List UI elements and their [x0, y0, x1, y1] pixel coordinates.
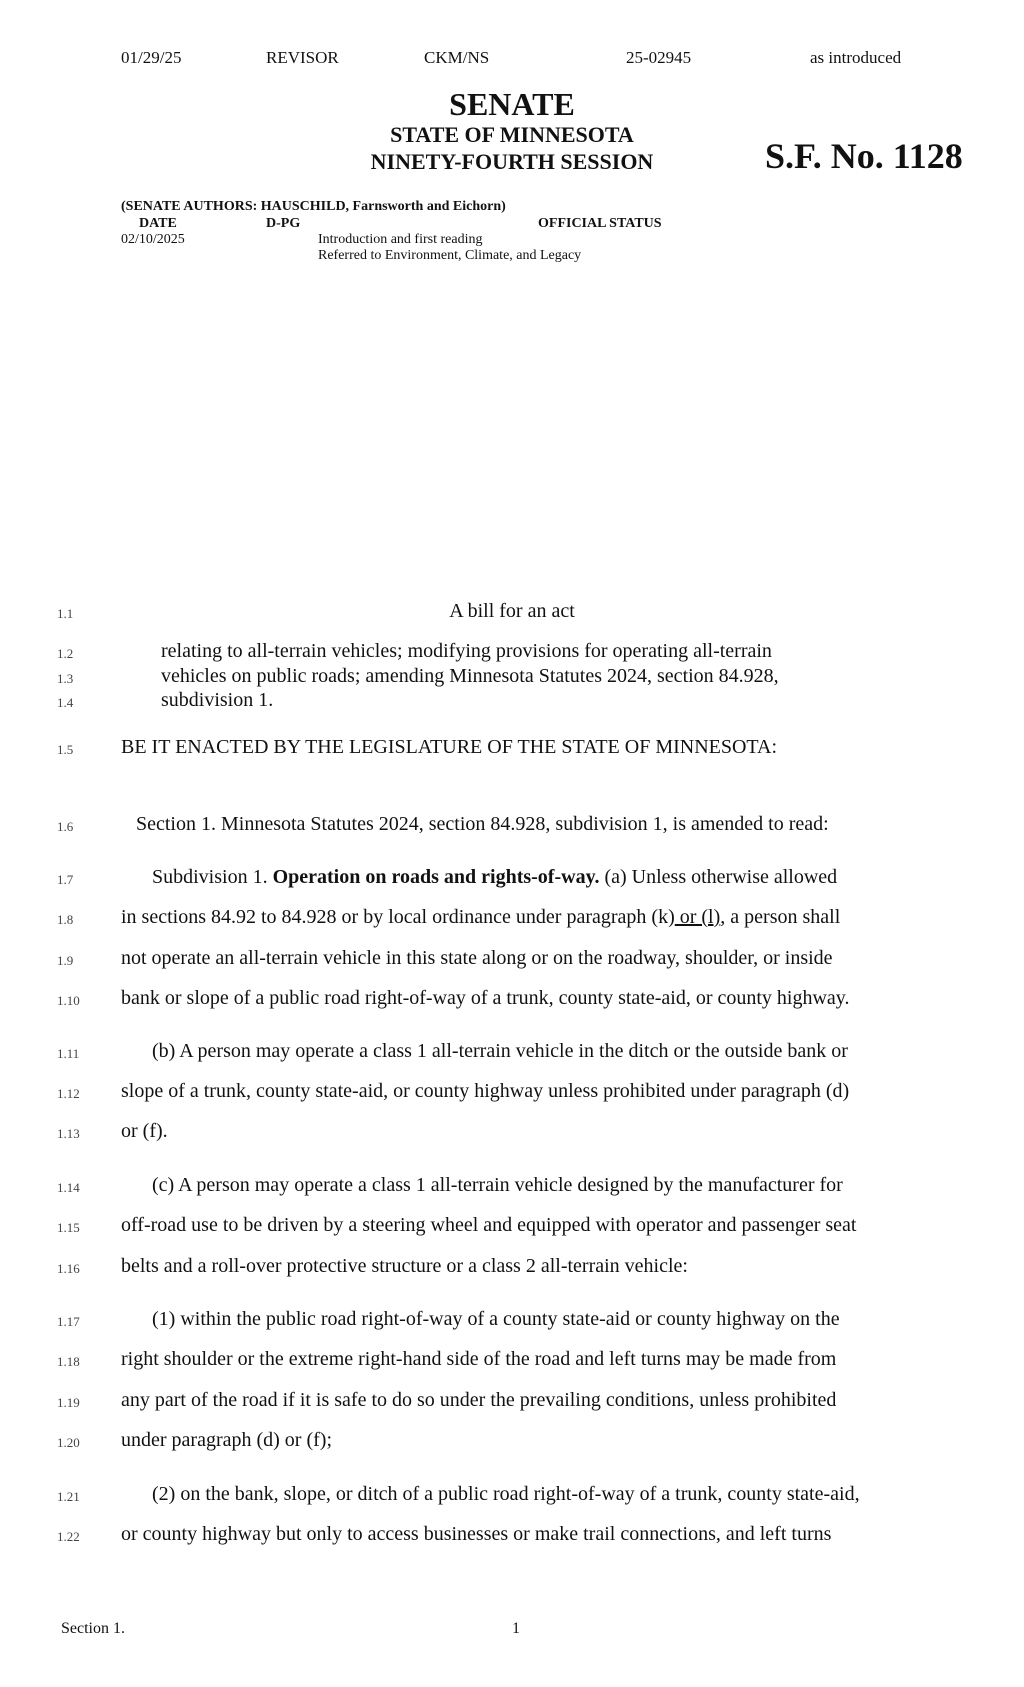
- line-number: 1.10: [57, 993, 80, 1008]
- bill-line: subdivision 1.: [161, 689, 274, 711]
- line-number: 1.4: [57, 695, 74, 710]
- status-entry-introduction: Introduction and first reading: [318, 232, 483, 247]
- line-number: 1.9: [57, 953, 74, 968]
- subdivision-heading: Operation on roads and rights-of-way.: [272, 866, 600, 888]
- bill-line: or (f).: [121, 1120, 168, 1142]
- line-number: 1.11: [57, 1046, 80, 1061]
- bill-line: under paragraph (d) or (f);: [121, 1429, 333, 1451]
- bill-line: vehicles on public roads; amending Minnesota Statutes 2024, section 84.928,: [161, 665, 779, 687]
- line-number: 1.6: [57, 819, 74, 834]
- line-number: 1.13: [57, 1126, 80, 1141]
- chamber-title: SENATE: [449, 86, 575, 122]
- bill-line: right shoulder or the extreme right-hand side of the road and left turns may be made from: [121, 1348, 837, 1370]
- bill-line: in sections 84.92 to 84.928 or by local ordinance under paragraph (k) or (l), a person shall: [121, 906, 841, 928]
- bill-act-title: A bill for an act: [449, 600, 575, 622]
- line-number: 1.5: [57, 742, 74, 757]
- enacting-clause: BE IT ENACTED BY THE LEGISLATURE OF THE STATE OF MINNESOTA:: [121, 736, 778, 758]
- line-number: 1.1: [57, 606, 74, 621]
- line-number: 1.12: [57, 1086, 80, 1101]
- bill-line: (1) within the public road right-of-way of a county state-aid or county highway on the: [152, 1308, 840, 1330]
- line-number: 1.19: [57, 1395, 80, 1410]
- state-title: STATE OF MINNESOTA: [390, 122, 634, 147]
- section-heading: Section 1. Minnesota Statutes 2024, section 84.928, subdivision 1, is amended to read:: [136, 813, 829, 835]
- status-col-dpg: D-PG: [266, 216, 301, 231]
- session-title: NINETY-FOURTH SESSION: [370, 149, 654, 174]
- line-number: 1.2: [57, 646, 74, 661]
- bill-line: (2) on the bank, slope, or ditch of a public road right-of-way of a trunk, county state-aid,: [152, 1483, 860, 1505]
- line-number: 1.21: [57, 1489, 80, 1504]
- line-number: 1.20: [57, 1435, 80, 1450]
- bill-number: S.F. No. 1128: [765, 136, 963, 176]
- bill-line: relating to all-terrain vehicles; modifying provisions for operating all-terrain: [161, 640, 772, 662]
- line-number: 1.7: [57, 872, 74, 887]
- line-number: 1.14: [57, 1180, 80, 1195]
- header-revisor: REVISOR: [266, 48, 339, 67]
- bill-line: slope of a trunk, county state-aid, or county highway unless prohibited under paragraph (d): [121, 1080, 850, 1102]
- line-number: 1.22: [57, 1529, 80, 1544]
- inserted-text: or (l): [674, 906, 721, 928]
- line-number: 1.15: [57, 1220, 80, 1235]
- status-col-date: DATE: [139, 216, 177, 231]
- bill-line: belts and a roll-over protective structure or a class 2 all-terrain vehicle:: [121, 1255, 688, 1277]
- header-doc-number: 25-02945: [626, 48, 692, 67]
- bill-line: or county highway but only to access businesses or make trail connections, and left turns: [121, 1523, 832, 1545]
- bill-line: bank or slope of a public road right-of-way of a trunk, county state-aid, or county highway.: [121, 987, 850, 1009]
- status-entry-referred: Referred to Environment, Climate, and Legacy: [318, 248, 582, 263]
- line-number: 1.17: [57, 1314, 80, 1329]
- bill-line: (b) A person may operate a class 1 all-terrain vehicle in the ditch or the outside bank or: [152, 1040, 848, 1062]
- header-date: 01/29/25: [121, 48, 182, 67]
- footer-section: Section 1.: [61, 1620, 125, 1637]
- page-number: 1: [512, 1620, 520, 1637]
- bill-line: off-road use to be driven by a steering wheel and equipped with operator and passenger seat: [121, 1214, 857, 1236]
- status-col-official-status: OFFICIAL STATUS: [538, 216, 662, 231]
- header-drafter: CKM/NS: [424, 48, 490, 67]
- bill-line: Subdivision 1. Operation on roads and rights-of-way. (a) Unless otherwise allowed: [152, 866, 838, 888]
- status-entry-date: 02/10/2025: [121, 232, 185, 247]
- senate-authors: (SENATE AUTHORS: HAUSCHILD, Farnsworth and Eichorn): [121, 199, 506, 214]
- line-number: 1.3: [57, 671, 74, 686]
- bill-line: any part of the road if it is safe to do so under the prevailing conditions, unless prohibited: [121, 1389, 837, 1411]
- bill-line: (c) A person may operate a class 1 all-terrain vehicle designed by the manufacturer for: [152, 1174, 843, 1196]
- line-number: 1.16: [57, 1261, 80, 1276]
- header-version: as introduced: [810, 48, 902, 67]
- bill-line: not operate an all-terrain vehicle in this state along or on the roadway, shoulder, or inside: [121, 947, 833, 969]
- line-number: 1.8: [57, 912, 74, 927]
- line-number: 1.18: [57, 1354, 80, 1369]
